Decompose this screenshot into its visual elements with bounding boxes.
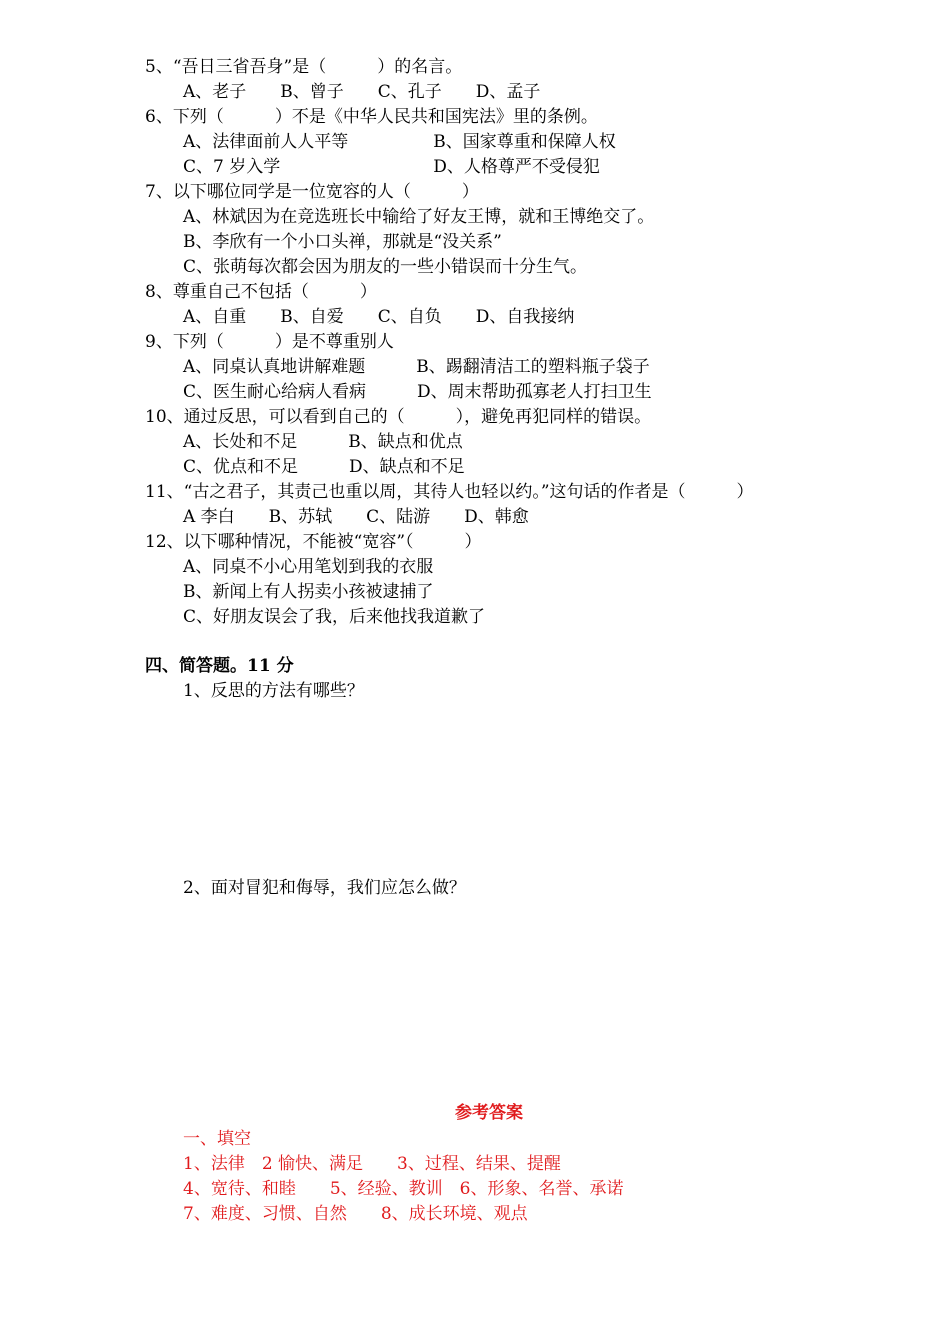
question-12-option-b: B、新闻上有人拐卖小孩被逮捕了 — [183, 582, 434, 602]
question-5-options: A、老子 B、曾子 C、孔子 D、孟子 — [183, 82, 541, 102]
short-answer-question-2: 2、面对冒犯和侮辱，我们应怎么做？ — [183, 878, 466, 898]
question-8-options: A、自重 B、自爱 C、自负 D、自我接纳 — [183, 307, 575, 327]
question-10-options-row1: A、长处和不足 B、缺点和优点 — [183, 432, 463, 452]
question-9-options-row2: C、医生耐心给病人看病 D、周末帮助孤寡老人打扫卫生 — [183, 382, 652, 402]
question-7-option-c: C、张萌每次都会因为朋友的一些小错误而十分生气。 — [183, 257, 588, 277]
question-7: 7、以下哪位同学是一位宽容的人（ ） — [145, 182, 479, 202]
answer-key-title: 参考答案 — [455, 1103, 523, 1123]
answer-key-line-2: 1、法律 2 愉快、满足 3、过程、结果、提醒 — [183, 1154, 561, 1174]
question-5: 5、“吾日三省吾身”是（ ）的名言。 — [145, 57, 463, 77]
section-4-heading: 四、简答题。11 分 — [145, 656, 294, 676]
question-7-option-a: A、林斌因为在竞选班长中输给了好友王博，就和王博绝交了。 — [183, 207, 655, 227]
question-10-options-row2: C、优点和不足 D、缺点和不足 — [183, 457, 465, 477]
answer-key-line-3: 4、宽待、和睦 5、经验、教训 6、形象、名誉、承诺 — [183, 1179, 624, 1199]
question-12-option-c: C、好朋友误会了我，后来他找我道歉了 — [183, 607, 486, 627]
question-6-options-row1: A、法律面前人人平等 B、国家尊重和保障人权 — [183, 132, 616, 152]
question-9-options-row1: A、同桌认真地讲解难题 B、踢翻清洁工的塑料瓶子袋子 — [183, 357, 650, 377]
short-answer-question-1: 1、反思的方法有哪些？ — [183, 681, 364, 701]
question-9: 9、下列（ ）是不尊重别人 — [145, 332, 394, 352]
question-12: 12、以下哪种情况，不能被“宽容”（ ） — [145, 532, 482, 552]
question-11-options: A 李白 B、苏轼 C、陆游 D、韩愈 — [183, 507, 529, 527]
answer-key-line-1: 一、填空 — [183, 1129, 251, 1149]
question-6-options-row2: C、7 岁入学 D、人格尊严不受侵犯 — [183, 157, 600, 177]
answer-key-line-4: 7、难度、习惯、自然 8、成长环境、观点 — [183, 1204, 528, 1224]
question-8: 8、尊重自己不包括（ ） — [145, 282, 377, 302]
question-10: 10、通过反思，可以看到自己的（ ），避免再犯同样的错误。 — [145, 407, 652, 427]
question-7-option-b: B、李欣有一个小口头禅，那就是“没关系” — [183, 232, 502, 252]
question-11: 11、“古之君子，其责己也重以周，其待人也轻以约。”这句话的作者是（ ） — [145, 482, 754, 502]
question-6: 6、下列（ ）不是《中华人民共和国宪法》里的条例。 — [145, 107, 598, 127]
question-12-option-a: A、同桌不小心用笔划到我的衣服 — [183, 557, 434, 577]
